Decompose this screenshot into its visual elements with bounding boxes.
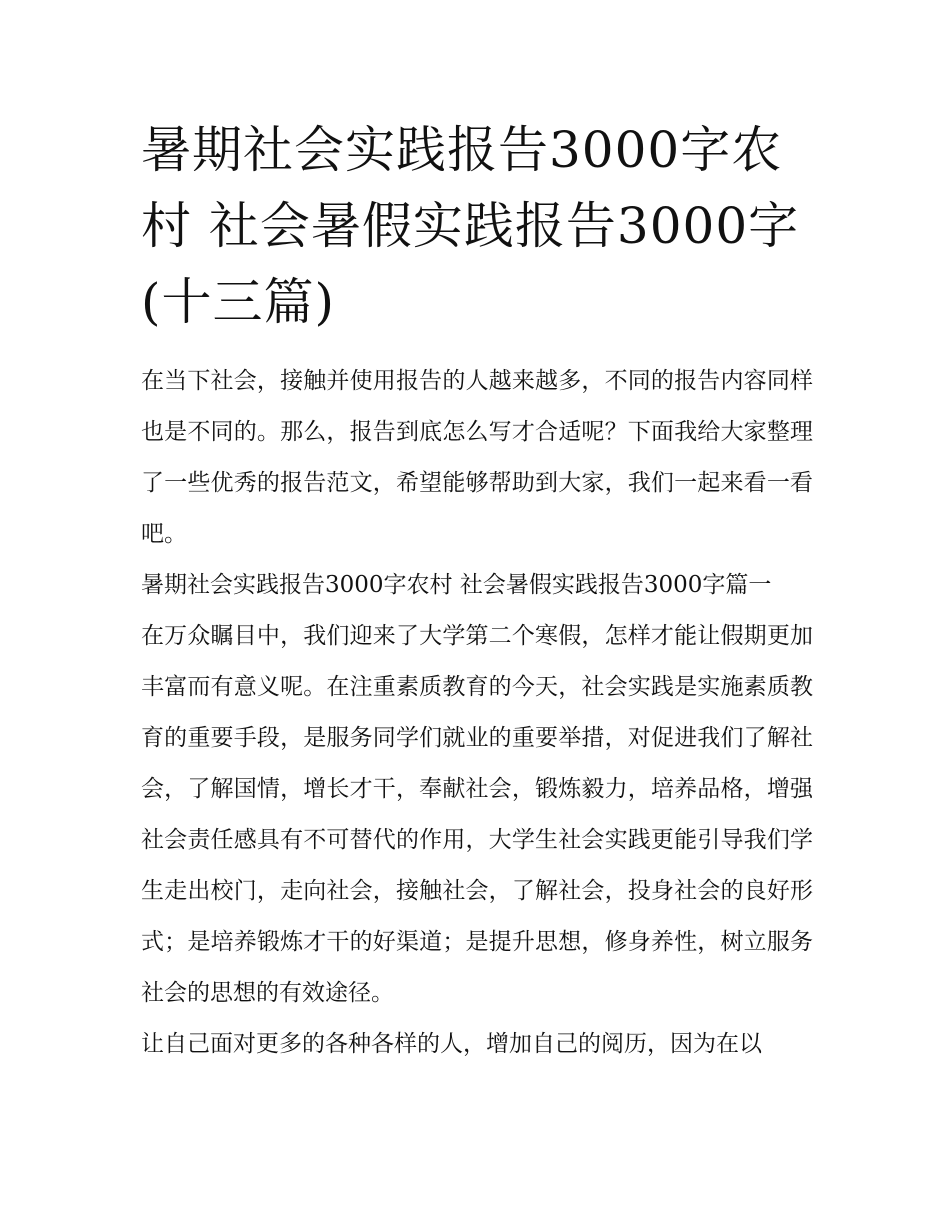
section-heading: 暑期社会实践报告3000字农村 社会暑假实践报告3000字篇一 xyxy=(141,572,772,598)
body-paragraph: 在万众瞩目中，我们迎来了大学第二个寒假，怎样才能让假期更加丰富而有意义呢。在注重素质教育的今天，社会实践是实施素质教育的重要手段，是服务同学们就业的重要举措，对促进我们了解社会，了解国情，增长才干，奉献社会，锻炼毅力，培养品格，增强社会责任感具有不可替代的作用，大学生社会实践更能引导我们学生走出校门，走向社会，接触社会，了解社会，投身社会的良好形式；是培养锻炼才干的好渠道；是提升思想，修身养性，树立服务社会的思想的有效途径。 xyxy=(141,623,813,1006)
document-page xyxy=(141,112,813,1070)
body-paragraph: 让自己面对更多的各种各样的人，增加自己的阅历，因为在以 xyxy=(141,1031,762,1057)
intro-paragraph: 在当下社会，接触并使用报告的人越来越多，不同的报告内容同样也是不同的。那么，报告到底怎么写才合适呢？下面我给大家整理了一些优秀的报告范文，希望能够帮助到大家，我们一起来看一看吧。 xyxy=(141,368,813,547)
document-title: 暑期社会实践报告3000字农村 社会暑假实践报告3000字(十三篇) xyxy=(141,121,800,331)
